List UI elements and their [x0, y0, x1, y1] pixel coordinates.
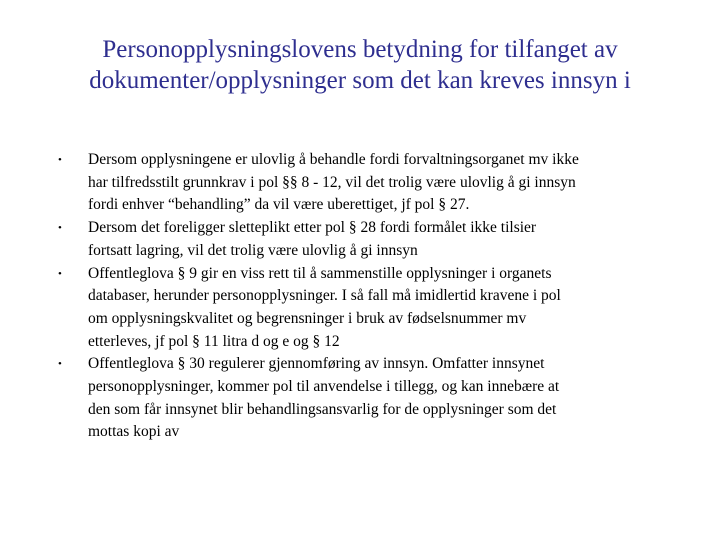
bullet-dot-icon: • — [58, 267, 62, 280]
bullet-text-line: Dersom det foreligger sletteplikt etter pol § 28 fordi formålet ikke tilsier — [88, 219, 537, 237]
slide-title — [40, 34, 680, 96]
bullet-dot-icon: • — [58, 222, 62, 235]
bullet-text-line: etterleves, jf pol § 11 litra d og e og § 12 — [88, 332, 340, 350]
bullet-list — [58, 149, 668, 444]
bullet-text-line: har tilfredsstilt grunnkrav i pol §§ 8 - 12, vil det trolig være ulovlig å gi innsyn — [88, 173, 576, 191]
bullet-text-line: Offentleglova § 9 gir en viss rett til å sammenstille opplysninger i organets — [88, 264, 552, 282]
bullet-text-line: Dersom opplysningene er ulovlig å behandle fordi forvaltningsorganet mv ikke — [88, 151, 579, 168]
bullet-text-line: personopplysninger, kommer pol til anvendelse i tillegg, og kan innebære at — [88, 378, 560, 396]
bullet-text-line: mottas kopi av — [88, 423, 180, 441]
bullet-dot-icon: • — [58, 358, 62, 371]
bullet-text-line: om opplysningskvalitet og begrensninger i bruk av fødselsnummer mv — [88, 309, 527, 327]
bullet-text-line: Offentleglova § 30 regulerer gjennomføring av innsyn. Omfatter innsynet — [88, 355, 545, 373]
slide-title-line: dokumenter/opplysninger som det kan kreves innsyn i — [89, 67, 631, 94]
bullet-dot-icon: • — [58, 154, 62, 166]
bullet-item — [58, 149, 668, 217]
bullet-item — [58, 353, 668, 444]
bullet-text-line: fortsatt lagring, vil det trolig være ulovlig å gi innsyn — [88, 241, 418, 259]
bullet-text-line: databaser, herunder personopplysninger. I så fall må imidlertid kravene i pol — [88, 287, 561, 305]
bullet-text-line: den som får innsynet blir behandlingsansvarlig for de opplysninger som det — [88, 400, 557, 418]
bullet-item — [58, 217, 668, 262]
bullet-text-line: fordi enhver “behandling” da vil være uberettiget, jf pol § 27. — [88, 196, 470, 214]
slide-title-line: Personopplysningslovens betydning for tilfanget av — [102, 36, 618, 63]
bullet-item — [58, 263, 668, 354]
